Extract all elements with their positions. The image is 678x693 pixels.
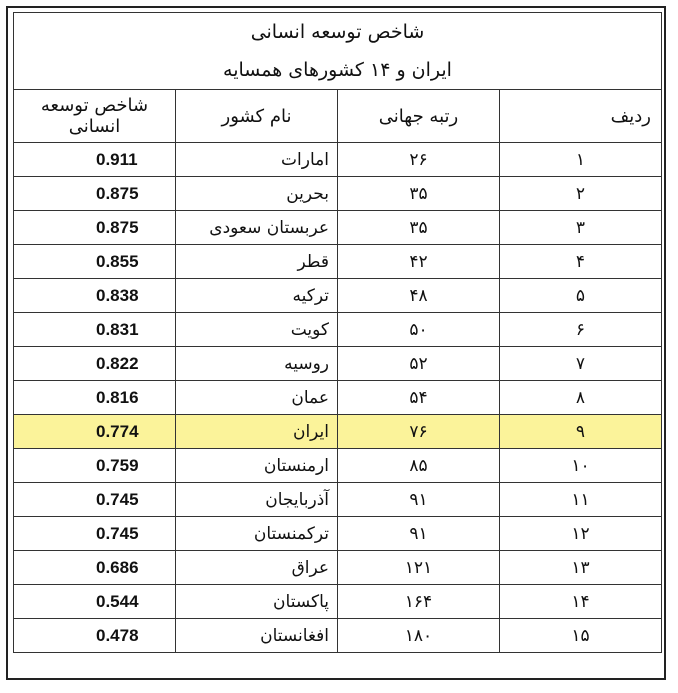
- table-row: [14, 585, 662, 619]
- header-hdi: شاخص توسعه انسانی: [14, 90, 176, 143]
- row-country: قطر: [176, 245, 338, 279]
- title-line-2: ایران و ۱۴ کشورهای همسایه: [223, 59, 452, 81]
- table-row: [14, 279, 662, 313]
- row-index: ۶: [500, 313, 662, 347]
- row-rank: ۱۶۴: [338, 585, 500, 619]
- row-country: امارات: [176, 143, 338, 177]
- row-rank: ۵۲: [338, 347, 500, 381]
- row-country: عمان: [176, 381, 338, 415]
- row-rank: ۹۱: [338, 483, 500, 517]
- row-hdi: 0.774: [14, 415, 176, 449]
- row-index: ۱: [500, 143, 662, 177]
- title-line-1: شاخص توسعه انسانی: [250, 21, 425, 43]
- table-row: [14, 143, 662, 177]
- row-country: کویت: [176, 313, 338, 347]
- row-index: ۱۲: [500, 517, 662, 551]
- row-hdi: 0.831: [14, 313, 176, 347]
- row-rank: ۴۲: [338, 245, 500, 279]
- row-hdi: 0.911: [14, 143, 176, 177]
- header-country: نام کشور: [176, 90, 338, 143]
- table-row: [14, 619, 662, 653]
- row-rank: ۳۵: [338, 177, 500, 211]
- table-row: [14, 313, 662, 347]
- table-row: [14, 381, 662, 415]
- row-country: بحرین: [176, 177, 338, 211]
- row-hdi: 0.875: [14, 211, 176, 245]
- table-row: [14, 245, 662, 279]
- hdi-table: [13, 12, 662, 653]
- table-row: [14, 177, 662, 211]
- row-index: ۱۳: [500, 551, 662, 585]
- row-hdi: 0.816: [14, 381, 176, 415]
- row-index: ۸: [500, 381, 662, 415]
- row-rank: ۱۸۰: [338, 619, 500, 653]
- table-row: [14, 415, 662, 449]
- row-hdi: 0.544: [14, 585, 176, 619]
- row-country: روسیه: [176, 347, 338, 381]
- header-rank: رتبه جهانی: [338, 90, 500, 143]
- table-row: [14, 483, 662, 517]
- row-rank: ۲۶: [338, 143, 500, 177]
- row-index: ۱۱: [500, 483, 662, 517]
- row-hdi: 0.875: [14, 177, 176, 211]
- row-rank: ۱۲۱: [338, 551, 500, 585]
- row-country: آذربایجان: [176, 483, 338, 517]
- table-row: [14, 517, 662, 551]
- row-hdi: 0.686: [14, 551, 176, 585]
- row-hdi: 0.822: [14, 347, 176, 381]
- table-row: [14, 347, 662, 381]
- row-country: ارمنستان: [176, 449, 338, 483]
- table-row: [14, 551, 662, 585]
- row-hdi: 0.745: [14, 483, 176, 517]
- row-hdi: 0.838: [14, 279, 176, 313]
- row-country: ایران: [176, 415, 338, 449]
- row-rank: ۷۶: [338, 415, 500, 449]
- row-hdi: 0.759: [14, 449, 176, 483]
- row-rank: ۸۵: [338, 449, 500, 483]
- row-hdi: 0.855: [14, 245, 176, 279]
- row-rank: ۹۱: [338, 517, 500, 551]
- row-country: افغانستان: [176, 619, 338, 653]
- row-index: ۴: [500, 245, 662, 279]
- table-row: [14, 449, 662, 483]
- row-index: ۷: [500, 347, 662, 381]
- row-index: ۱۵: [500, 619, 662, 653]
- row-hdi: 0.745: [14, 517, 176, 551]
- row-index: ۹: [500, 415, 662, 449]
- row-country: ترکمنستان: [176, 517, 338, 551]
- row-country: عربستان سعودی: [176, 211, 338, 245]
- row-rank: ۳۵: [338, 211, 500, 245]
- row-index: ۱۰: [500, 449, 662, 483]
- header-index: ردیف: [500, 90, 662, 143]
- row-country: عراق: [176, 551, 338, 585]
- row-country: ترکیه: [176, 279, 338, 313]
- row-rank: ۵۴: [338, 381, 500, 415]
- row-country: پاکستان: [176, 585, 338, 619]
- row-index: ۵: [500, 279, 662, 313]
- row-index: ۳: [500, 211, 662, 245]
- row-rank: ۴۸: [338, 279, 500, 313]
- table-row: [14, 211, 662, 245]
- row-hdi: 0.478: [14, 619, 176, 653]
- row-rank: ۵۰: [338, 313, 500, 347]
- row-index: ۱۴: [500, 585, 662, 619]
- table-title: [14, 13, 662, 90]
- row-index: ۲: [500, 177, 662, 211]
